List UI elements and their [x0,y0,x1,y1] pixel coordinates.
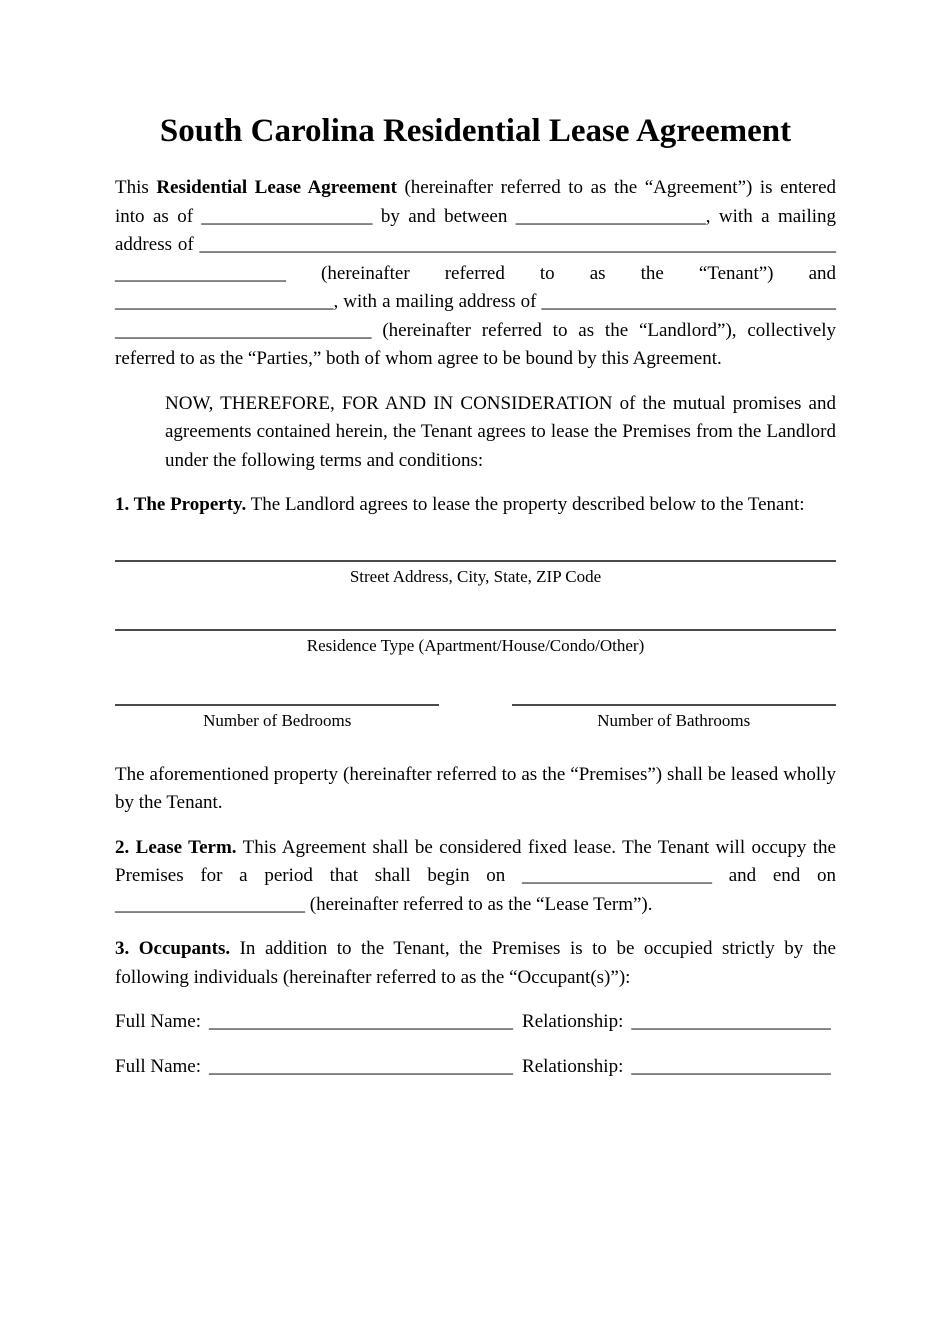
lease-term-section-heading: 2. Lease Term. [115,836,237,858]
occupant-row [115,1008,836,1037]
bathrooms-field [512,704,836,733]
property-section-paragraph [115,491,836,520]
street-address-field [115,560,836,589]
lease-term-body: and end on [712,865,836,886]
lease-end-date-blank[interactable]: ____________________ [115,893,305,915]
intro-text: (hereinafter referred to as the “Landlord”), collectively referred to as the “Parties,” both of whom agree to be bound by this Agreement. [115,319,836,370]
intro-text: This [115,177,157,199]
tenant-address-blank[interactable]: _____________________________________________________________________________________ [115,234,836,284]
lease-term-section-paragraph [115,834,836,920]
occupant-name-blank[interactable]: ________________________________ [209,1011,514,1032]
intro-text: , with a mailing address of [115,205,837,256]
document-title: South Carolina Residential Lease Agreement [159,113,792,149]
tenant-name-blank[interactable]: ____________________ [515,205,706,227]
relationship-label: Relationship: [522,1011,624,1032]
full-name-label: Full Name: [115,1055,202,1077]
intro-text: , with a mailing address of [333,291,542,313]
occupants-section-body: In addition to the Tenant, the Premises is to be occupied strictly by the following individuals (hereinafter referred to as the “Occupant(s)”): [115,938,836,988]
bedrooms-caption: Number of Bedrooms [203,710,352,730]
intro-text: (hereinafter referred to as the “Tenant”) and [286,262,836,284]
agreement-term-bold: Residential Lease Agreement [156,177,397,199]
lease-term-body: (hereinafter referred to as the “Lease Term”). [305,893,653,915]
intro-text: by and between [372,205,516,227]
consideration-paragraph: NOW, THEREFORE, FOR AND IN CONSIDERATION of the mutual promises and agreements contained herein, the Tenant agrees to lease the Premises from the Landlord under the following terms and conditions: [165,392,836,471]
intro-paragraph [115,174,836,374]
occupant-row [115,1053,836,1082]
residence-type-line[interactable] [115,629,836,631]
property-section-heading: 1. The Property. [115,494,247,516]
lease-term-body: This Agreement shall be considered fixed lease. The Tenant will occupy the Premises for a period that shall begin on [115,836,836,886]
occupants-section-paragraph [115,935,836,992]
occupant-relationship-blank[interactable]: _____________________ [631,1011,831,1032]
occupant-relationship-blank[interactable]: _____________________ [631,1055,831,1077]
bedrooms-field [115,704,439,733]
property-section-body: The Landlord agrees to lease the property described below to the Tenant: [246,494,805,516]
premises-paragraph: The aforementioned property (hereinafter referred to as the “Premises”) shall be leased wholly by the Tenant. [115,763,836,813]
relationship-label: Relationship: [522,1055,624,1077]
full-name-label: Full Name: [115,1011,202,1032]
street-address-line[interactable] [115,560,836,562]
bedrooms-line[interactable] [115,704,439,706]
landlord-address-blank[interactable]: __________________________________________________________ [115,291,836,341]
residence-type-caption: Residence Type (Apartment/House/Condo/Other) [306,635,645,655]
agreement-date-blank[interactable]: __________________ [201,205,373,227]
lease-start-date-blank[interactable]: ____________________ [522,865,712,886]
occupant-name-blank[interactable]: ________________________________ [209,1055,514,1077]
bathrooms-line[interactable] [512,704,836,706]
occupants-section-heading: 3. Occupants. [115,938,231,959]
bathrooms-caption: Number of Bathrooms [597,710,751,730]
residence-type-field [115,629,836,658]
landlord-name-blank[interactable]: _______________________ [115,291,334,313]
street-address-caption: Street Address, City, State, ZIP Code [349,566,602,586]
bedrooms-bathrooms-row [115,704,836,733]
intro-text: (hereinafter referred to as the “Agreement”) is entered into as of [115,177,836,227]
